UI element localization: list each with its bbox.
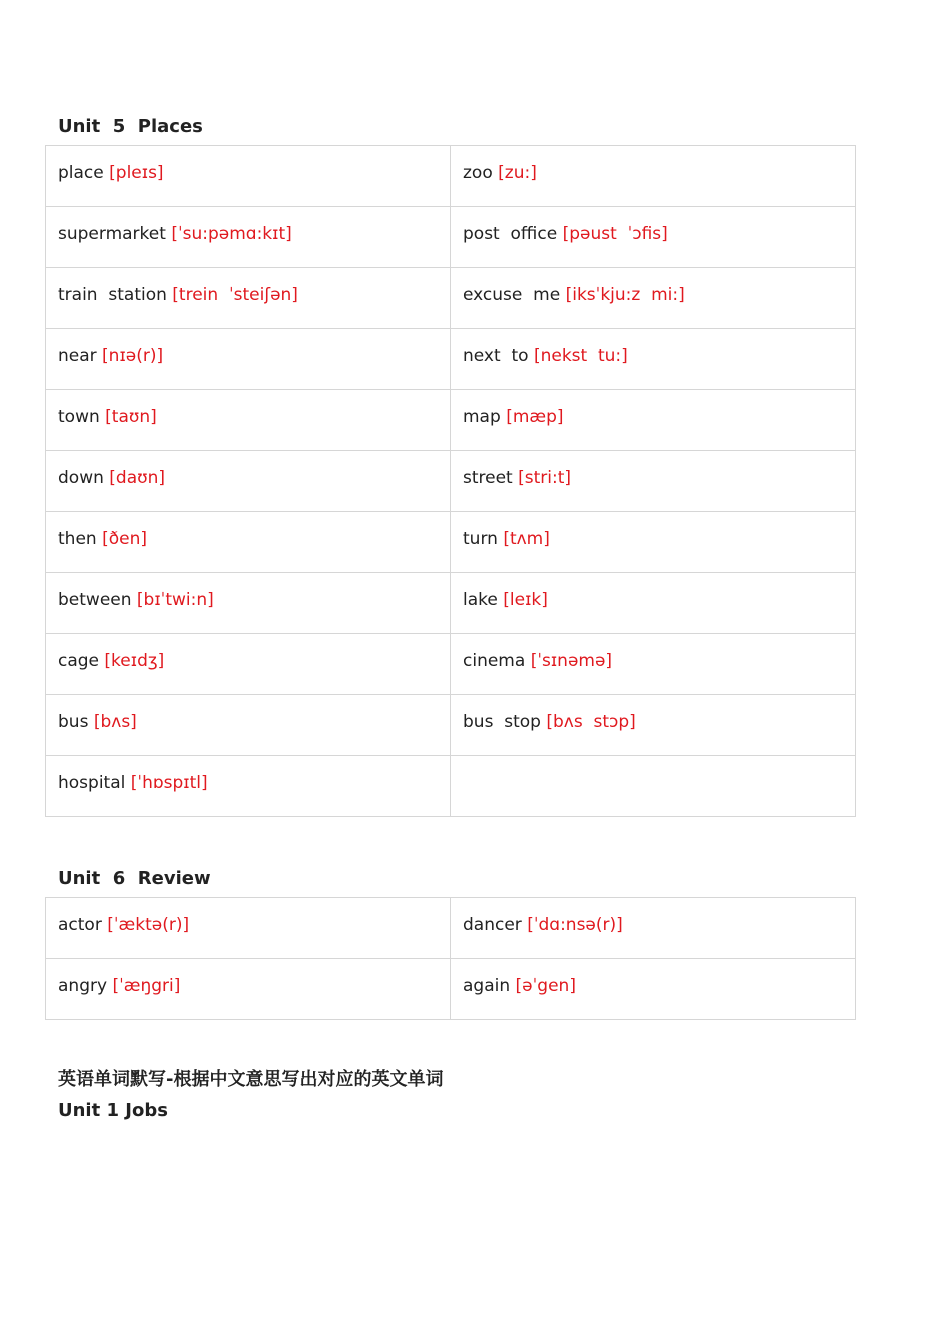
vocab-phonetic: [əˈgen] [515,976,576,996]
vocab-phonetic: [nɪə(r)] [102,346,164,366]
unit5-vocab-table [45,145,856,817]
vocab-cell [451,695,856,756]
table-row [46,451,856,512]
table-row [46,207,856,268]
vocab-word: down [58,468,104,488]
unit6-title: Unit 6 Review [58,868,211,889]
vocab-word: actor [58,915,102,935]
vocab-cell [46,329,451,390]
vocab-word: supermarket [58,224,166,244]
vocab-phonetic: [ˈsu:pəmɑ:kɪt] [171,224,292,244]
vocab-word: turn [463,529,498,549]
vocab-phonetic: [zu:] [498,163,537,183]
vocab-phonetic: [iksˈkju:z mi:] [565,285,685,305]
vocab-cell [46,207,451,268]
vocab-cell [46,898,451,959]
vocab-word: map [463,407,501,427]
vocab-word: hospital [58,773,126,793]
vocab-phonetic: [ˈæŋgri] [112,976,181,996]
vocab-word: bus [58,712,89,732]
table-row [46,390,856,451]
unit6-vocab-table [45,897,856,1020]
unit1-title: Unit 1 Jobs [58,1100,168,1121]
vocab-phonetic: [tʌm] [503,529,550,549]
vocab-word: zoo [463,163,493,183]
table-row [46,634,856,695]
vocab-word: train station [58,285,167,305]
vocab-word: bus stop [463,712,541,732]
vocab-phonetic: [ˈdɑ:nsə(r)] [527,915,623,935]
vocab-cell [451,390,856,451]
vocab-cell [46,390,451,451]
vocab-phonetic: [stri:t] [518,468,572,488]
table-row [46,695,856,756]
vocab-cell [46,959,451,1020]
vocab-phonetic: [nekst tu:] [533,346,628,366]
vocab-cell [46,573,451,634]
vocab-phonetic: [ðen] [102,529,147,549]
vocab-word: cage [58,651,100,671]
vocab-cell [451,898,856,959]
vocab-phonetic: [taʊn] [105,407,157,427]
vocab-phonetic: [pəust ˈɔfis] [562,224,668,244]
vocab-word: between [58,590,132,610]
vocab-phonetic: [mæp] [506,407,564,427]
table-row [46,573,856,634]
table-row [46,512,856,573]
vocab-word: lake [463,590,498,610]
vocab-word: near [58,346,97,366]
vocab-cell [451,756,856,817]
vocab-word: place [58,163,104,183]
vocab-word: then [58,529,97,549]
vocab-cell [46,268,451,329]
dictation-section-title: 英语单词默写-根据中文意思写出对应的英文单词 [58,1069,444,1090]
table-row [46,959,856,1020]
vocab-word: dancer [463,915,522,935]
vocab-cell [46,512,451,573]
vocab-cell [451,268,856,329]
vocab-phonetic: [ˈsɪnəmə] [530,651,613,671]
vocab-cell [46,634,451,695]
vocab-word: street [463,468,513,488]
vocab-word: post office [463,224,558,244]
vocab-phonetic: [keɪdʒ] [104,651,165,671]
vocab-cell [451,573,856,634]
vocab-phonetic: [bɪˈtwi:n] [136,590,214,610]
vocab-phonetic: [leɪk] [503,590,548,610]
vocab-cell [451,207,856,268]
vocab-cell [46,146,451,207]
vocab-word: cinema [463,651,526,671]
unit5-title: Unit 5 Places [58,116,203,137]
vocab-phonetic: [ˈhɒspɪtl] [130,773,208,793]
table-row [46,756,856,817]
vocab-cell [451,634,856,695]
vocab-phonetic: [daʊn] [109,468,166,488]
table-row [46,329,856,390]
vocab-cell [451,451,856,512]
vocab-cell [46,451,451,512]
vocab-word: angry [58,976,108,996]
vocab-cell [451,146,856,207]
vocab-cell [451,329,856,390]
vocab-phonetic: [trein ˈsteiʃən] [172,285,298,305]
vocab-phonetic: [pleɪs] [109,163,164,183]
vocab-word: again [463,976,511,996]
vocab-phonetic: [bʌs] [93,712,137,732]
vocab-cell [451,512,856,573]
table-row [46,898,856,959]
vocab-cell [451,959,856,1020]
vocab-phonetic: [bʌs stɔp] [546,712,636,732]
vocab-word: next to [463,346,529,366]
vocab-phonetic: [ˈæktə(r)] [107,915,190,935]
table-row [46,146,856,207]
vocab-word: excuse me [463,285,561,305]
table-row [46,268,856,329]
vocab-cell [46,756,451,817]
vocab-word: town [58,407,100,427]
vocab-cell [46,695,451,756]
